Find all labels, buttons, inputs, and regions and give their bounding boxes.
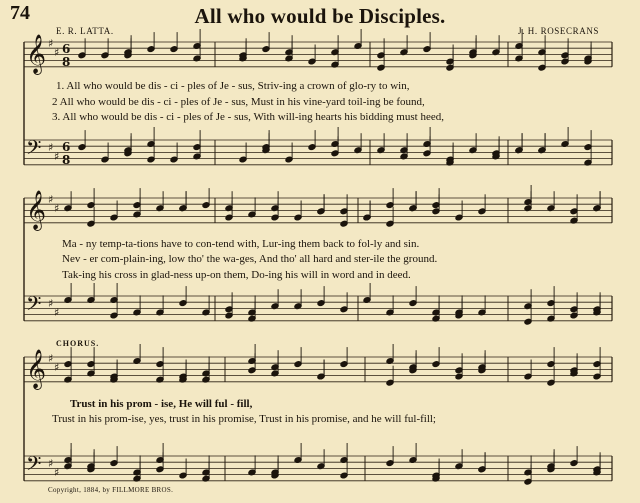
lyric-line: Trust in his prom-ise, yes, trust in his promise, Trust in his promise, and he will ful-fill; xyxy=(52,413,436,425)
bass-clef: 𝄢 xyxy=(26,452,42,480)
chorus-label: CHORUS. xyxy=(56,339,100,348)
sharp-sign: ♯ xyxy=(48,352,54,365)
sharp-sign: ♯ xyxy=(54,202,60,215)
time-sig-top: 6 xyxy=(62,140,71,154)
time-sig-bottom: 8 xyxy=(62,153,71,167)
sharp-sign: ♯ xyxy=(48,141,54,154)
sharp-sign: ♯ xyxy=(48,457,54,470)
time-sig-bottom: 8 xyxy=(62,55,71,69)
lyricist-credit: E. R. LATTA. xyxy=(56,26,114,36)
sharp-sign: ♯ xyxy=(48,297,54,310)
lyric-line: 1. All who would be dis - ci - ples of Je - sus, Striv-ing a crown of glo-ry to win, xyxy=(56,80,410,92)
lyric-line: Trust in his prom - ise, He will ful - fill, xyxy=(70,398,253,410)
lyric-line: 2 All who would be dis - ci - ples of Je - sus, Must in his vine-yard toil-ing be found, xyxy=(52,96,425,108)
sharp-sign: ♯ xyxy=(48,193,54,206)
treble-clef: 𝄞 xyxy=(26,349,47,389)
sharp-sign: ♯ xyxy=(54,46,60,59)
sharp-sign: ♯ xyxy=(54,306,60,319)
lyric-line: Ma - ny temp-ta-tions have to con-tend with, Lur-ing them back to fol-ly and sin. xyxy=(62,238,420,250)
page-number: 74 xyxy=(10,2,30,24)
lyric-line: Tak-ing his cross in glad-ness up-on them, Do-ing his will in word and in deed. xyxy=(62,269,411,281)
sharp-sign: ♯ xyxy=(54,150,60,163)
treble-clef: 𝄞 xyxy=(26,190,47,230)
bass-clef: 𝄢 xyxy=(26,292,42,320)
bass-clef: 𝄢 xyxy=(26,136,42,164)
lyric-line: 3. All who would be dis - ci - ples of Je - sus, With will-ing hearts his bidding must heed, xyxy=(52,111,444,123)
time-sig-top: 6 xyxy=(62,42,71,56)
composer-credit: J. H. ROSECRANS xyxy=(518,26,600,36)
hymn-title: All who would be Disciples. xyxy=(194,4,446,28)
sharp-sign: ♯ xyxy=(54,361,60,374)
lyric-line: Nev - er com-plain-ing, low tho' the wa-ges, And tho' all hard and ster-ile the ground. xyxy=(62,253,438,265)
copyright-notice: Copyright, 1884, by FILLMORE BROS. xyxy=(48,486,174,494)
treble-clef: 𝄞 xyxy=(26,34,47,74)
sharp-sign: ♯ xyxy=(48,37,54,50)
sharp-sign: ♯ xyxy=(54,466,60,479)
